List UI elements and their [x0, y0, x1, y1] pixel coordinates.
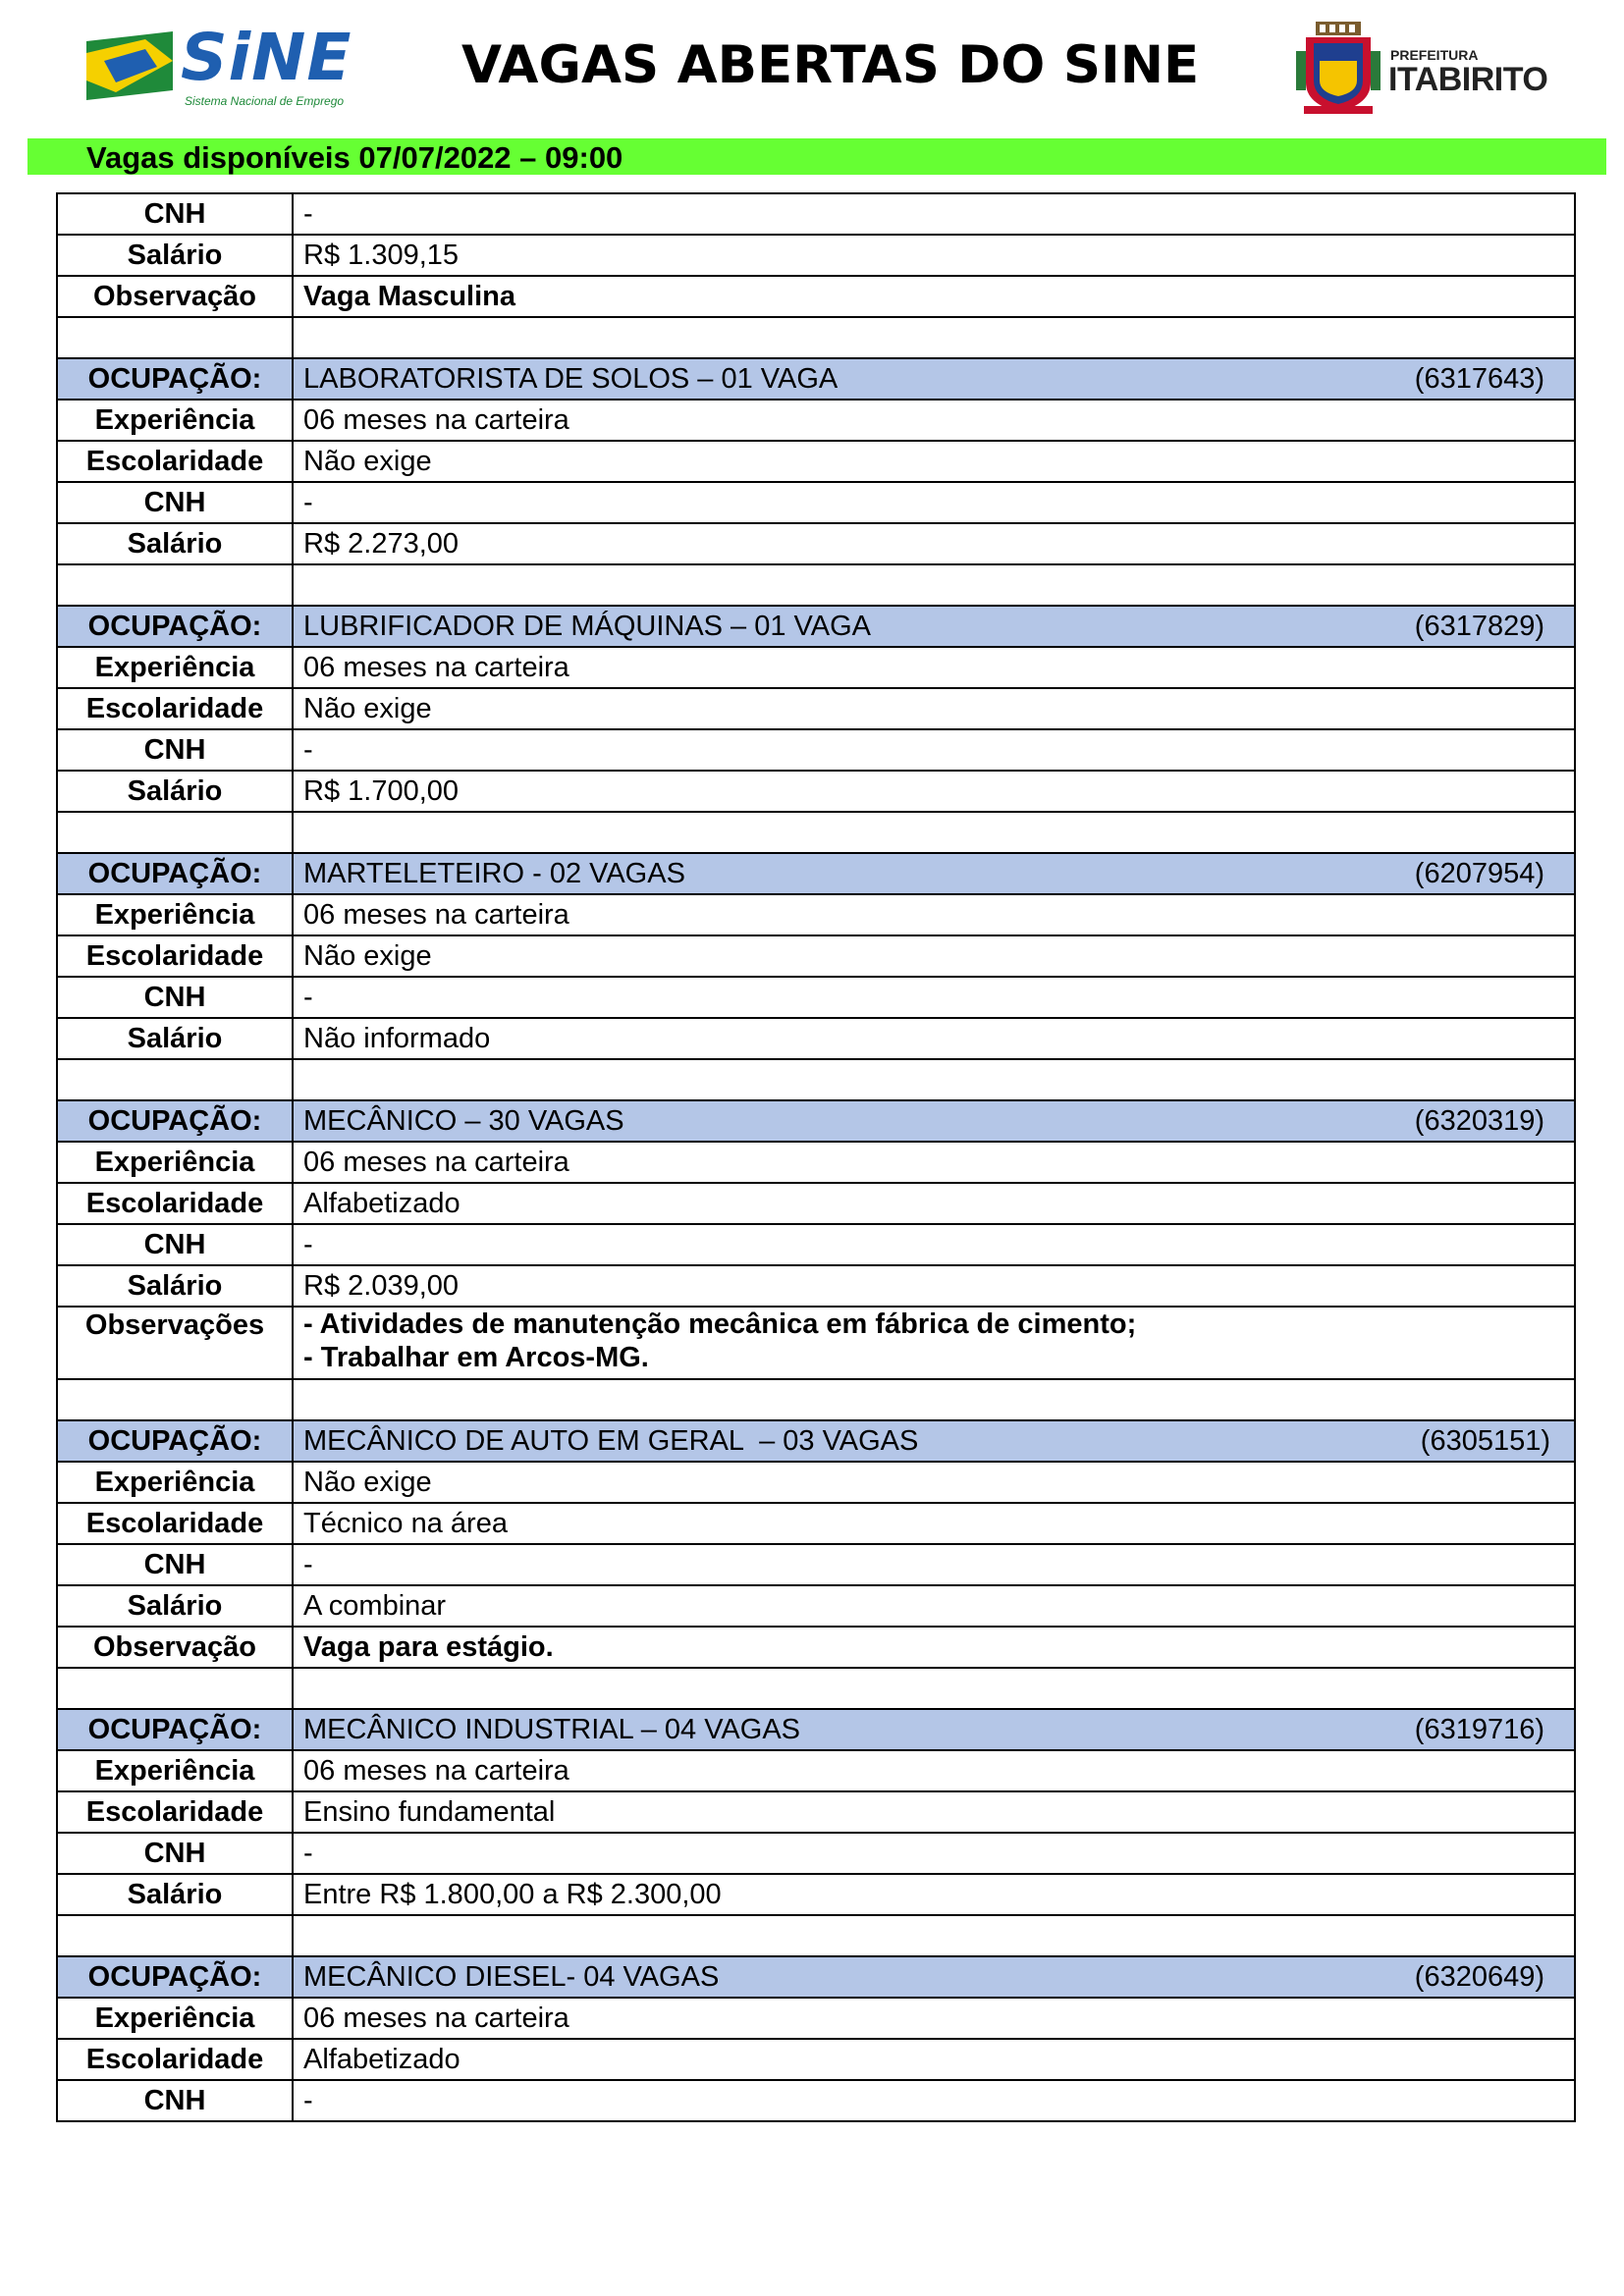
table-row — [57, 1791, 1575, 1833]
field-value: - — [293, 1833, 1575, 1874]
sine-logo-text: SiNE — [181, 20, 352, 95]
table-row — [57, 523, 1575, 564]
occupation-row — [57, 1420, 1575, 1462]
field-value: Não informado — [293, 1018, 1575, 1059]
table-row — [57, 441, 1575, 482]
occupation-value — [293, 358, 1575, 400]
field-label: Salário — [57, 1874, 293, 1915]
date-banner — [27, 138, 1606, 175]
jobs-table — [56, 192, 1576, 2122]
sine-flag-icon — [86, 31, 173, 100]
field-label: CNH — [57, 977, 293, 1018]
field-value — [293, 1627, 1575, 1668]
table-row — [57, 1183, 1575, 1224]
field-value: Não exige — [293, 441, 1575, 482]
field-label: Escolaridade — [57, 935, 293, 977]
observation-text: Vaga Masculina — [303, 280, 515, 312]
observation-line: - Atividades de manutenção mecânica em fábrica de cimento; — [303, 1308, 1137, 1340]
table-row — [57, 1750, 1575, 1791]
field-value: - — [293, 729, 1575, 771]
table-row — [57, 2080, 1575, 2121]
field-label: Experiência — [57, 400, 293, 441]
table-row — [57, 235, 1575, 276]
occupation-value — [293, 1420, 1575, 1462]
field-label: CNH — [57, 482, 293, 523]
city-crest-icon — [1294, 22, 1382, 116]
prefeitura-name: ITABIRITO — [1388, 61, 1548, 98]
field-label: CNH — [57, 729, 293, 771]
field-label: Experiência — [57, 1142, 293, 1183]
field-value: Não exige — [293, 688, 1575, 729]
field-label: Salário — [57, 523, 293, 564]
table-row — [57, 935, 1575, 977]
field-value: 06 meses na carteira — [293, 1998, 1575, 2039]
table-row — [57, 482, 1575, 523]
occupation-row — [57, 358, 1575, 400]
occupation-value — [293, 1709, 1575, 1750]
field-value: Não exige — [293, 935, 1575, 977]
table-row — [57, 400, 1575, 441]
table-row — [57, 1585, 1575, 1627]
table-row — [57, 1998, 1575, 2039]
field-label: Salário — [57, 771, 293, 812]
field-label: Escolaridade — [57, 688, 293, 729]
occupation-title: MECÂNICO DE AUTO EM GERAL – 03 VAGAS — [303, 1424, 919, 1457]
table-row — [57, 1874, 1575, 1915]
field-label: Salário — [57, 1265, 293, 1307]
occupation-code: (6320319) — [1414, 1104, 1544, 1137]
occupation-label: OCUPAÇÃO: — [57, 853, 293, 894]
occupation-code: (6319716) — [1414, 1713, 1544, 1745]
occupation-value — [293, 1956, 1575, 1998]
page-header — [0, 0, 1624, 137]
occupation-label: OCUPAÇÃO: — [57, 1100, 293, 1142]
table-row — [57, 1224, 1575, 1265]
field-label: Observação — [57, 1627, 293, 1668]
field-label: Escolaridade — [57, 1183, 293, 1224]
field-label: Escolaridade — [57, 1503, 293, 1544]
occupation-title: MECÂNICO – 30 VAGAS — [303, 1104, 624, 1137]
field-value: R$ 2.039,00 — [293, 1265, 1575, 1307]
prefeitura-logo — [1294, 22, 1548, 116]
field-value — [293, 1307, 1575, 1379]
occupation-label: OCUPAÇÃO: — [57, 1420, 293, 1462]
date-banner-text: Vagas disponíveis 07/07/2022 – 09:00 — [86, 140, 623, 175]
field-label: Observações — [57, 1307, 293, 1379]
table-row — [57, 1142, 1575, 1183]
field-value: 06 meses na carteira — [293, 400, 1575, 441]
observation-text: Vaga para estágio. — [303, 1630, 554, 1663]
table-row — [57, 688, 1575, 729]
occupation-row — [57, 1956, 1575, 1998]
field-label: Experiência — [57, 1750, 293, 1791]
field-value: Ensino fundamental — [293, 1791, 1575, 1833]
field-label: Escolaridade — [57, 441, 293, 482]
field-label: Experiência — [57, 1462, 293, 1503]
field-label: Experiência — [57, 647, 293, 688]
occupation-title: MECÂNICO INDUSTRIAL – 04 VAGAS — [303, 1713, 801, 1745]
field-value: - — [293, 482, 1575, 523]
field-value: R$ 2.273,00 — [293, 523, 1575, 564]
occupation-label: OCUPAÇÃO: — [57, 358, 293, 400]
table-row — [57, 1018, 1575, 1059]
occupation-label: OCUPAÇÃO: — [57, 1956, 293, 1998]
occupation-row — [57, 853, 1575, 894]
occupation-code: (6317829) — [1414, 610, 1544, 642]
page-title: VAGAS ABERTAS DO SINE — [461, 35, 1200, 95]
table-row — [57, 729, 1575, 771]
field-label: CNH — [57, 1544, 293, 1585]
field-value: 06 meses na carteira — [293, 647, 1575, 688]
field-label: Experiência — [57, 1998, 293, 2039]
occupation-value — [293, 606, 1575, 647]
prefeitura-label: PREFEITURA — [1390, 47, 1479, 63]
occupation-value — [293, 1100, 1575, 1142]
field-value: R$ 1.309,15 — [293, 235, 1575, 276]
table-row — [57, 1544, 1575, 1585]
sine-logo — [86, 20, 361, 114]
occupation-label: OCUPAÇÃO: — [57, 606, 293, 647]
field-label: Salário — [57, 1018, 293, 1059]
table-row — [57, 1503, 1575, 1544]
field-label: CNH — [57, 193, 293, 235]
occupation-row — [57, 606, 1575, 647]
field-value: Técnico na área — [293, 1503, 1575, 1544]
occupation-row — [57, 1709, 1575, 1750]
field-value: - — [293, 193, 1575, 235]
occupation-row — [57, 1100, 1575, 1142]
spacer-row — [57, 317, 1575, 358]
field-value: 06 meses na carteira — [293, 894, 1575, 935]
table-row — [57, 1833, 1575, 1874]
field-value: Entre R$ 1.800,00 a R$ 2.300,00 — [293, 1874, 1575, 1915]
field-label: Experiência — [57, 894, 293, 935]
spacer-row — [57, 1059, 1575, 1100]
field-label: CNH — [57, 2080, 293, 2121]
field-value: 06 meses na carteira — [293, 1750, 1575, 1791]
occupation-title: MECÂNICO DIESEL- 04 VAGAS — [303, 1960, 720, 1993]
occupation-title: LABORATORISTA DE SOLOS – 01 VAGA — [303, 362, 839, 395]
table-row — [57, 1627, 1575, 1668]
table-row — [57, 894, 1575, 935]
field-value: - — [293, 977, 1575, 1018]
observation-line: - Trabalhar em Arcos-MG. — [303, 1342, 649, 1373]
field-value: Alfabetizado — [293, 2039, 1575, 2080]
field-value: Não exige — [293, 1462, 1575, 1503]
occupation-code: (6317643) — [1414, 362, 1544, 395]
occupation-code: (6305151) — [1420, 1424, 1550, 1457]
occupation-code: (6207954) — [1414, 857, 1544, 889]
field-label: Escolaridade — [57, 1791, 293, 1833]
table-row — [57, 1265, 1575, 1307]
occupation-value — [293, 853, 1575, 894]
field-label: Escolaridade — [57, 2039, 293, 2080]
occupation-title: MARTELETEIRO - 02 VAGAS — [303, 857, 685, 889]
sine-logo-subtitle: Sistema Nacional de Emprego — [185, 94, 345, 108]
table-row — [57, 1462, 1575, 1503]
field-value: 06 meses na carteira — [293, 1142, 1575, 1183]
table-row — [57, 771, 1575, 812]
spacer-row — [57, 1915, 1575, 1956]
field-label: Observação — [57, 276, 293, 317]
table-row — [57, 276, 1575, 317]
occupation-code: (6320649) — [1414, 1960, 1544, 1993]
field-value: - — [293, 1544, 1575, 1585]
field-label: CNH — [57, 1224, 293, 1265]
occupation-label: OCUPAÇÃO: — [57, 1709, 293, 1750]
occupation-title: LUBRIFICADOR DE MÁQUINAS – 01 VAGA — [303, 610, 871, 642]
table-row — [57, 1307, 1575, 1379]
field-label: CNH — [57, 1833, 293, 1874]
field-label: Salário — [57, 1585, 293, 1627]
table-row — [57, 647, 1575, 688]
field-value: Alfabetizado — [293, 1183, 1575, 1224]
table-row — [57, 977, 1575, 1018]
table-row — [57, 2039, 1575, 2080]
field-label: Salário — [57, 235, 293, 276]
field-value: - — [293, 2080, 1575, 2121]
spacer-row — [57, 812, 1575, 853]
field-value: - — [293, 1224, 1575, 1265]
spacer-row — [57, 1379, 1575, 1420]
spacer-row — [57, 564, 1575, 606]
table-row — [57, 193, 1575, 235]
field-value — [293, 276, 1575, 317]
spacer-row — [57, 1668, 1575, 1709]
field-value: R$ 1.700,00 — [293, 771, 1575, 812]
field-value: A combinar — [293, 1585, 1575, 1627]
